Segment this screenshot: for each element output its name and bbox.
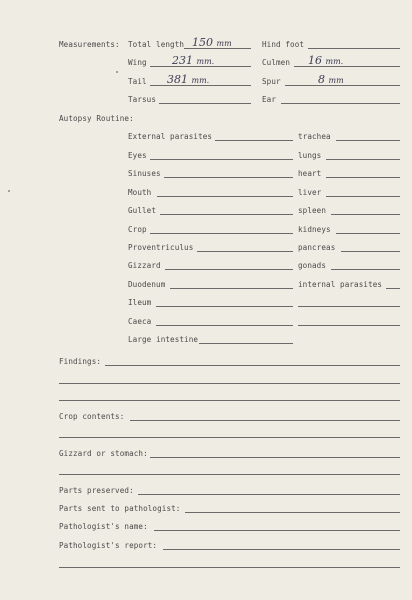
autopsy-item-kidneys: kidneys	[298, 225, 331, 234]
autopsy-item-sinuses: Sinuses	[128, 169, 161, 178]
autopsy-line-mouth[interactable]	[157, 196, 293, 197]
autopsy-item-internal-parasites: internal parasites	[298, 280, 383, 289]
total-length-label: Total length	[128, 40, 185, 49]
autopsy-item-large-intestine: Large intestine	[128, 335, 199, 344]
pathologist-name-label: Pathologist's name:	[59, 522, 148, 531]
autopsy-line-liver[interactable]	[326, 196, 400, 197]
hind-foot-line[interactable]	[308, 48, 400, 49]
autopsy-line-large-intestine[interactable]	[199, 343, 293, 344]
culmen-value: 16 mm.	[308, 54, 344, 67]
findings-line[interactable]	[59, 400, 400, 401]
pathologist-report-line[interactable]	[163, 549, 400, 550]
ear-label: Ear	[262, 95, 277, 104]
autopsy-item-gonads: gonads	[298, 261, 327, 270]
wing-value: 231 mm.	[172, 54, 215, 67]
autopsy-item-gizzard: Gizzard	[128, 261, 161, 270]
crop-contents-label: Crop contents:	[59, 412, 125, 421]
autopsy-line-pancreas[interactable]	[341, 251, 400, 252]
spur-value: 8 mm	[318, 73, 344, 86]
autopsy-line-ileum[interactable]	[156, 306, 293, 307]
autopsy-item-mouth: Mouth	[128, 188, 152, 197]
autopsy-item-caeca: Caeca	[128, 317, 152, 326]
autopsy-line-duodenum[interactable]	[170, 288, 293, 289]
tarsus-line[interactable]	[159, 103, 251, 104]
autopsy-line-internal-parasites[interactable]	[386, 288, 400, 289]
autopsy-line-sinuses[interactable]	[164, 177, 293, 178]
autopsy-item-duodenum: Duodenum	[128, 280, 166, 289]
autopsy-line-trachea[interactable]	[336, 140, 400, 141]
tarsus-label: Tarsus	[128, 95, 157, 104]
autopsy-item-proventriculus: Proventriculus	[128, 243, 194, 252]
autopsy-heading: Autopsy Routine:	[59, 114, 134, 123]
autopsy-line-heart[interactable]	[326, 177, 400, 178]
autopsy-line-caeca[interactable]	[156, 325, 293, 326]
autopsy-item-spleen: spleen	[298, 206, 327, 215]
crop-contents-line[interactable]	[130, 420, 400, 421]
autopsy-line-external-parasites[interactable]	[215, 140, 293, 141]
ear-line[interactable]	[281, 103, 400, 104]
punch-hole-mark	[8, 190, 10, 192]
autopsy-item-pancreas: pancreas	[298, 243, 336, 252]
autopsy-line-blank[interactable]	[298, 325, 400, 326]
parts-preserved-line[interactable]	[138, 494, 400, 495]
wing-label: Wing	[128, 58, 147, 67]
hind-foot-label: Hind foot	[262, 40, 305, 49]
tail-label: Tail	[128, 77, 147, 86]
pathologist-report-line[interactable]	[59, 567, 400, 568]
parts-preserved-label: Parts preserved:	[59, 486, 134, 495]
autopsy-line-gonads[interactable]	[331, 269, 400, 270]
findings-line[interactable]	[59, 383, 400, 384]
punch-hole-mark	[116, 71, 118, 73]
pathologist-name-line[interactable]	[154, 530, 400, 531]
autopsy-item-heart: heart	[298, 169, 322, 178]
parts-sent-label: Parts sent to pathologist:	[59, 504, 181, 513]
gizzard-stomach-line[interactable]	[150, 457, 400, 458]
culmen-label: Culmen	[262, 58, 291, 67]
autopsy-item-gullet: Gullet	[128, 206, 157, 215]
autopsy-line-crop[interactable]	[150, 233, 293, 234]
autopsy-item-trachea: trachea	[298, 132, 331, 141]
autopsy-item-liver: liver	[298, 188, 322, 197]
findings-label: Findings:	[59, 357, 102, 366]
autopsy-item-eyes: Eyes	[128, 151, 147, 160]
autopsy-line-lungs[interactable]	[326, 159, 400, 160]
autopsy-item-lungs: lungs	[298, 151, 322, 160]
autopsy-line-spleen[interactable]	[331, 214, 400, 215]
autopsy-line-kidneys[interactable]	[336, 233, 400, 234]
measurements-heading: Measurements:	[59, 40, 120, 49]
total-length-value: 150 mm	[192, 36, 232, 49]
autopsy-item-crop: Crop	[128, 225, 147, 234]
autopsy-line-eyes[interactable]	[150, 159, 293, 160]
autopsy-item-external-parasites: External parasites	[128, 132, 213, 141]
gizzard-stomach-line[interactable]	[59, 474, 400, 475]
pathologist-report-label: Pathologist's report:	[59, 541, 158, 550]
autopsy-line-blank[interactable]	[298, 306, 400, 307]
tail-value: 381 mm.	[167, 73, 210, 86]
findings-line[interactable]	[105, 365, 400, 366]
crop-contents-line[interactable]	[59, 437, 400, 438]
autopsy-item-ileum: Ileum	[128, 298, 152, 307]
parts-sent-line[interactable]	[185, 512, 400, 513]
autopsy-line-gizzard[interactable]	[165, 269, 293, 270]
gizzard-stomach-label: Gizzard or stomach:	[59, 449, 148, 458]
autopsy-line-proventriculus[interactable]	[197, 251, 293, 252]
spur-label: Spur	[262, 77, 281, 86]
autopsy-line-gullet[interactable]	[160, 214, 293, 215]
